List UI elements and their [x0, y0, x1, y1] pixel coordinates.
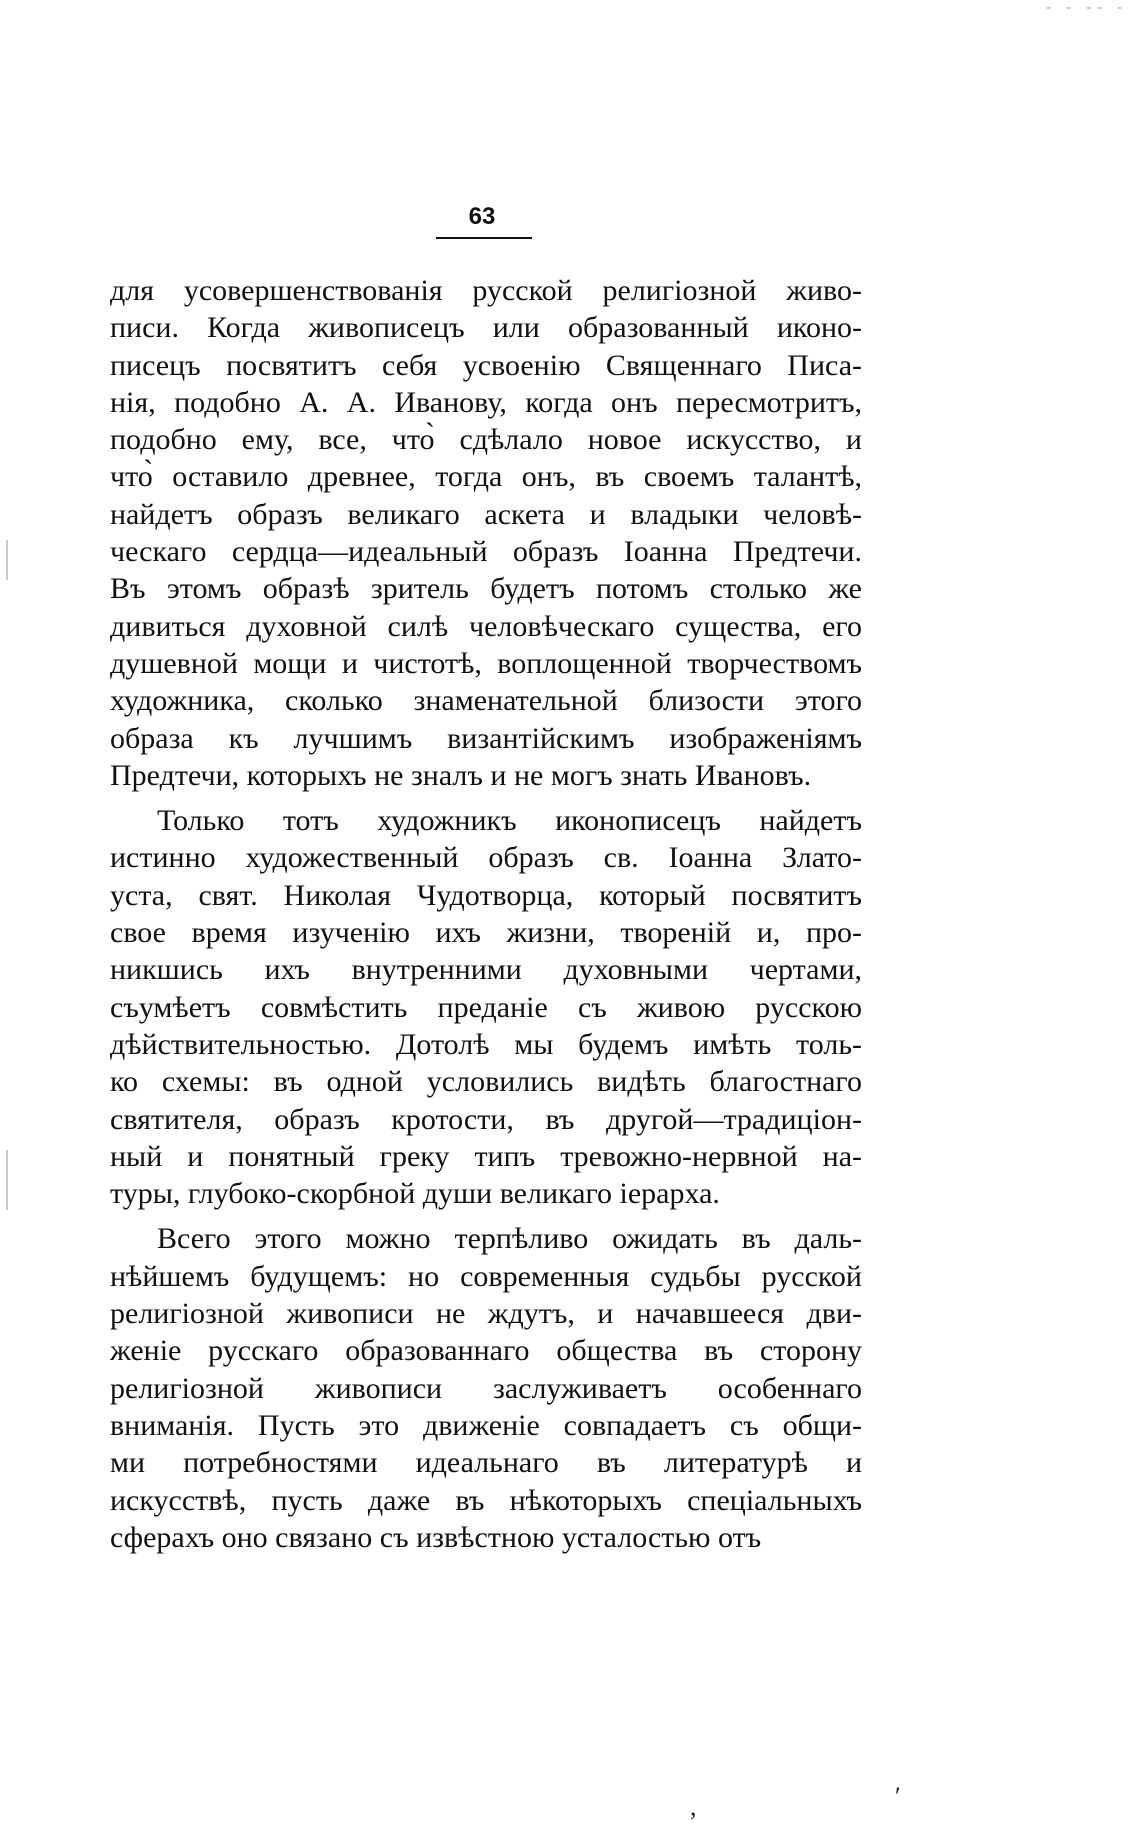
text-line: съумѣетъ совмѣстить преданіе съ живою русскою [110, 990, 862, 1024]
text-line: подобно ему, все, что̀ сдѣлало новое искусство, и [110, 423, 862, 457]
text-line: нія, подобно А. А. Иванову, когда онъ пересмотритъ, [110, 385, 862, 419]
body-text [110, 272, 862, 1556]
paragraph-gap [110, 794, 862, 802]
text-line: Въ этомъ образѣ зритель будетъ потомъ столько же [110, 572, 862, 606]
text-line: Предтечи, которыхъ не зналъ и не могъ знать Ивановъ. [110, 758, 812, 792]
text-line: художника, сколько знаменательной близости этого [110, 684, 862, 718]
text-line: для усовершенствованія русской религіозной живо- [110, 274, 862, 307]
text-line: ми потребностями идеальнаго въ литературѣ и [110, 1446, 862, 1480]
text-line: ческаго сердца—идеальный образъ Іоанна Предтечи. [110, 535, 862, 569]
page-number-underline [436, 237, 532, 239]
text-line: религіозной живописи не ждутъ, и начавшееся дви- [110, 1297, 862, 1331]
text-line: образа къ лучшимъ византійскимъ изображеніямъ [110, 721, 862, 755]
text-line: дивиться духовной силѣ человѣческаго существа, его [110, 609, 862, 643]
scan-edge-marks: ‑ ‑ ‑‑ ‑ [1046, 0, 1128, 15]
paragraph [110, 272, 862, 794]
text-line: писи. Когда живописецъ или образованный иконо- [110, 311, 862, 345]
text-line: сферахъ оно связано съ извѣстною усталостью отъ [110, 1520, 762, 1554]
text-line: Только тотъ художникъ иконописецъ найдетъ [157, 804, 862, 838]
text-line: Всего этого можно терпѣливо ожидать въ даль- [157, 1222, 862, 1256]
text-line: свое время изученію ихъ жизни, твореній и, про- [110, 916, 862, 950]
text-line: уста, свят. Николая Чудотворца, который посвятитъ [110, 878, 862, 912]
text-line: найдетъ образъ великаго аскета и владыки человѣ- [110, 497, 862, 531]
text-line: истинно художественный образъ св. Іоанна Злато- [110, 841, 862, 875]
text-line: вниманія. Пусть это движеніе совпадаетъ съ общи- [110, 1408, 862, 1442]
text-line: ный и понятный греку типъ тревожно-нервной на- [110, 1139, 862, 1173]
text-line: что̀ оставило древнее, тогда онъ, въ своемъ талантѣ, [110, 460, 862, 494]
text-line: никшись ихъ внутренними духовными чертами, [110, 953, 862, 987]
text-line: святителя, образъ кротости, въ другой—традиціон- [110, 1102, 862, 1136]
scan-speck: , [690, 1792, 697, 1821]
text-line: женіе русскаго образованнаго общества въ сторону [110, 1334, 862, 1368]
text-line: дѣйствительностью. Дотолѣ мы будемъ имѣть толь- [110, 1027, 862, 1061]
scan-speck: ′ [895, 1782, 901, 1811]
text-line: нѣйшемъ будущемъ: но современныя судьбы русской [110, 1259, 862, 1293]
margin-mark [6, 1150, 8, 1210]
text-line: искусствѣ, пусть даже въ нѣкоторыхъ спеціальныхъ [110, 1483, 862, 1517]
paragraph [110, 802, 862, 1212]
text-line: религіозной живописи заслуживаетъ особеннаго [110, 1371, 862, 1405]
page-number: 63 [468, 203, 496, 230]
paragraph [110, 1220, 862, 1556]
text-line: душевной мощи и чистотѣ, воплощенной творчествомъ [110, 646, 862, 680]
text-line: ко схемы: въ одной условились видѣть благостнаго [110, 1065, 862, 1099]
text-line: туры, глубоко-скорбной души великаго іерарха. [110, 1177, 720, 1211]
margin-mark [6, 540, 8, 580]
text-line: писецъ посвятитъ себя усвоенію Священнаго Писа- [110, 348, 862, 382]
paragraph-gap [110, 1212, 862, 1220]
